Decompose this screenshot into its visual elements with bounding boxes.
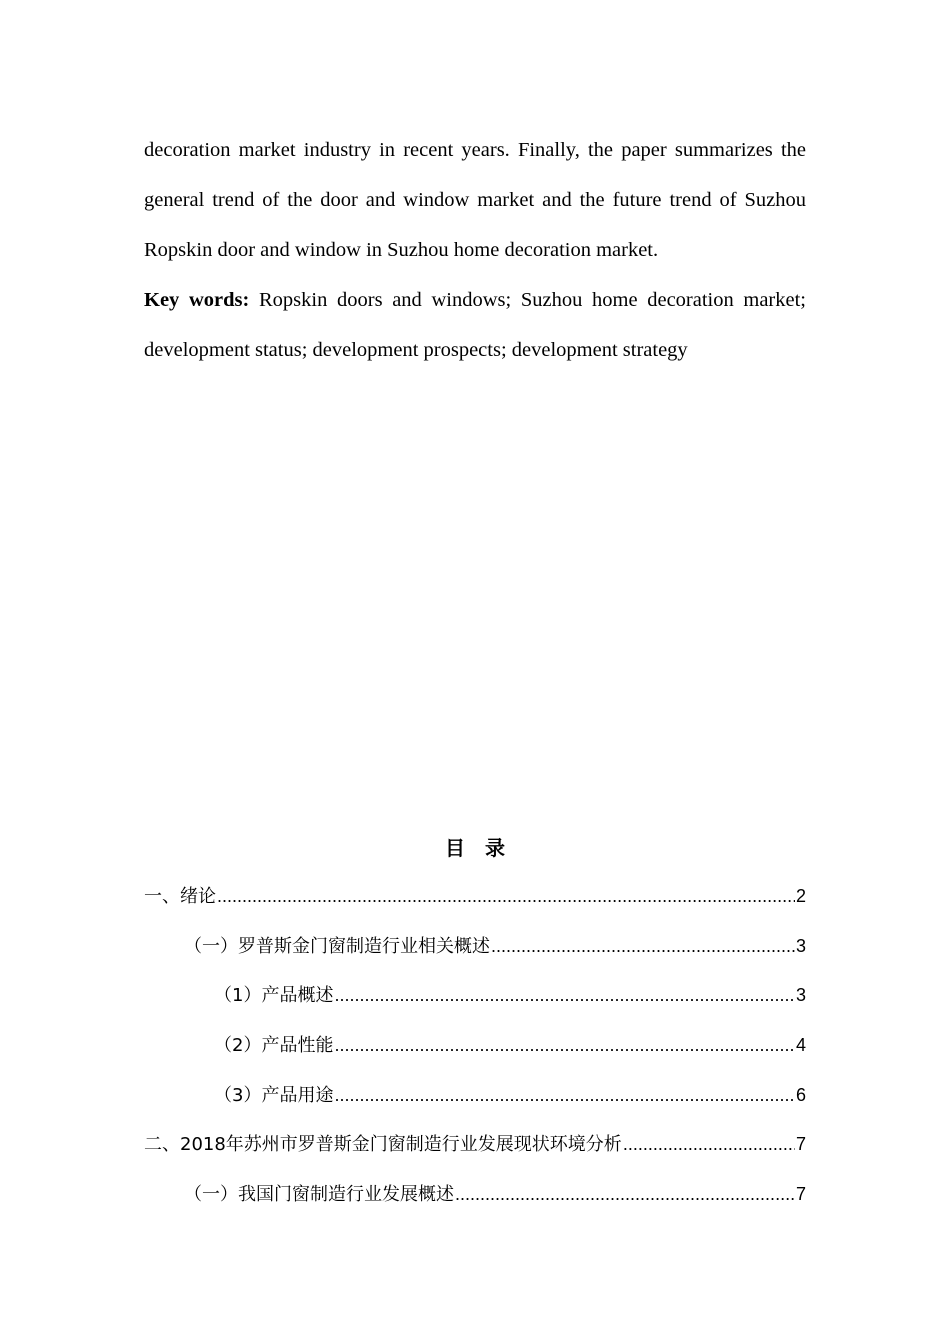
toc-leader-dots <box>334 1071 795 1121</box>
toc-entry-page: 4 <box>795 1035 806 1056</box>
toc-entry[interactable] <box>144 1071 806 1121</box>
toc-entry-text: 二、2018年苏州市罗普斯金门窗制造行业发展现状环境分析 <box>144 1134 622 1156</box>
toc-leader-dots <box>623 1120 795 1170</box>
toc-entry-text: （一）我国门窗制造行业发展概述 <box>184 1184 454 1206</box>
toc-leader-dots <box>217 872 795 922</box>
toc-entry-text: （一）罗普斯金门窗制造行业相关概述 <box>184 935 490 957</box>
toc-entry-page: 7 <box>795 1134 806 1155</box>
abstract-paragraph: decoration market industry in recent years. Finally, the paper summarizes the general trend of the door and window market and the future trend of Suzhou Ropskin door and window in Suzhou home decoration market. <box>144 139 806 261</box>
toc-entry-text: 一、绪论 <box>144 886 216 907</box>
toc-entry-page: 3 <box>795 985 806 1006</box>
toc-leader-dots <box>455 1170 795 1220</box>
toc-entry[interactable] <box>144 922 806 972</box>
toc-entry-text: （2）产品性能 <box>214 1035 334 1057</box>
toc-leader-dots <box>491 922 795 972</box>
keywords-paragraph <box>144 275 806 375</box>
toc-entry-page: 7 <box>795 1184 806 1205</box>
keywords-text: Ropskin doors and windows; Suzhou home decoration market; development status; development prospects; development strategy <box>144 289 807 361</box>
toc-entry-page: 6 <box>795 1084 806 1105</box>
toc-entry-text: （1）产品概述 <box>214 985 334 1007</box>
abstract-section <box>144 125 806 375</box>
toc-entry[interactable] <box>144 872 806 922</box>
toc-entry-page: 3 <box>795 935 806 956</box>
keywords-label: Key words: <box>144 289 250 311</box>
toc-leader-dots <box>334 1021 795 1071</box>
toc-entry-text: （3）产品用途 <box>214 1084 334 1106</box>
toc-entry-page: 2 <box>795 886 806 906</box>
table-of-contents <box>144 872 806 1220</box>
toc-entry[interactable] <box>144 1021 806 1071</box>
toc-entry[interactable] <box>144 971 806 1021</box>
toc-leader-dots <box>334 971 795 1021</box>
toc-entry[interactable] <box>144 1170 806 1220</box>
toc-title: 目录 <box>445 836 525 860</box>
toc-entry[interactable] <box>144 1120 806 1170</box>
